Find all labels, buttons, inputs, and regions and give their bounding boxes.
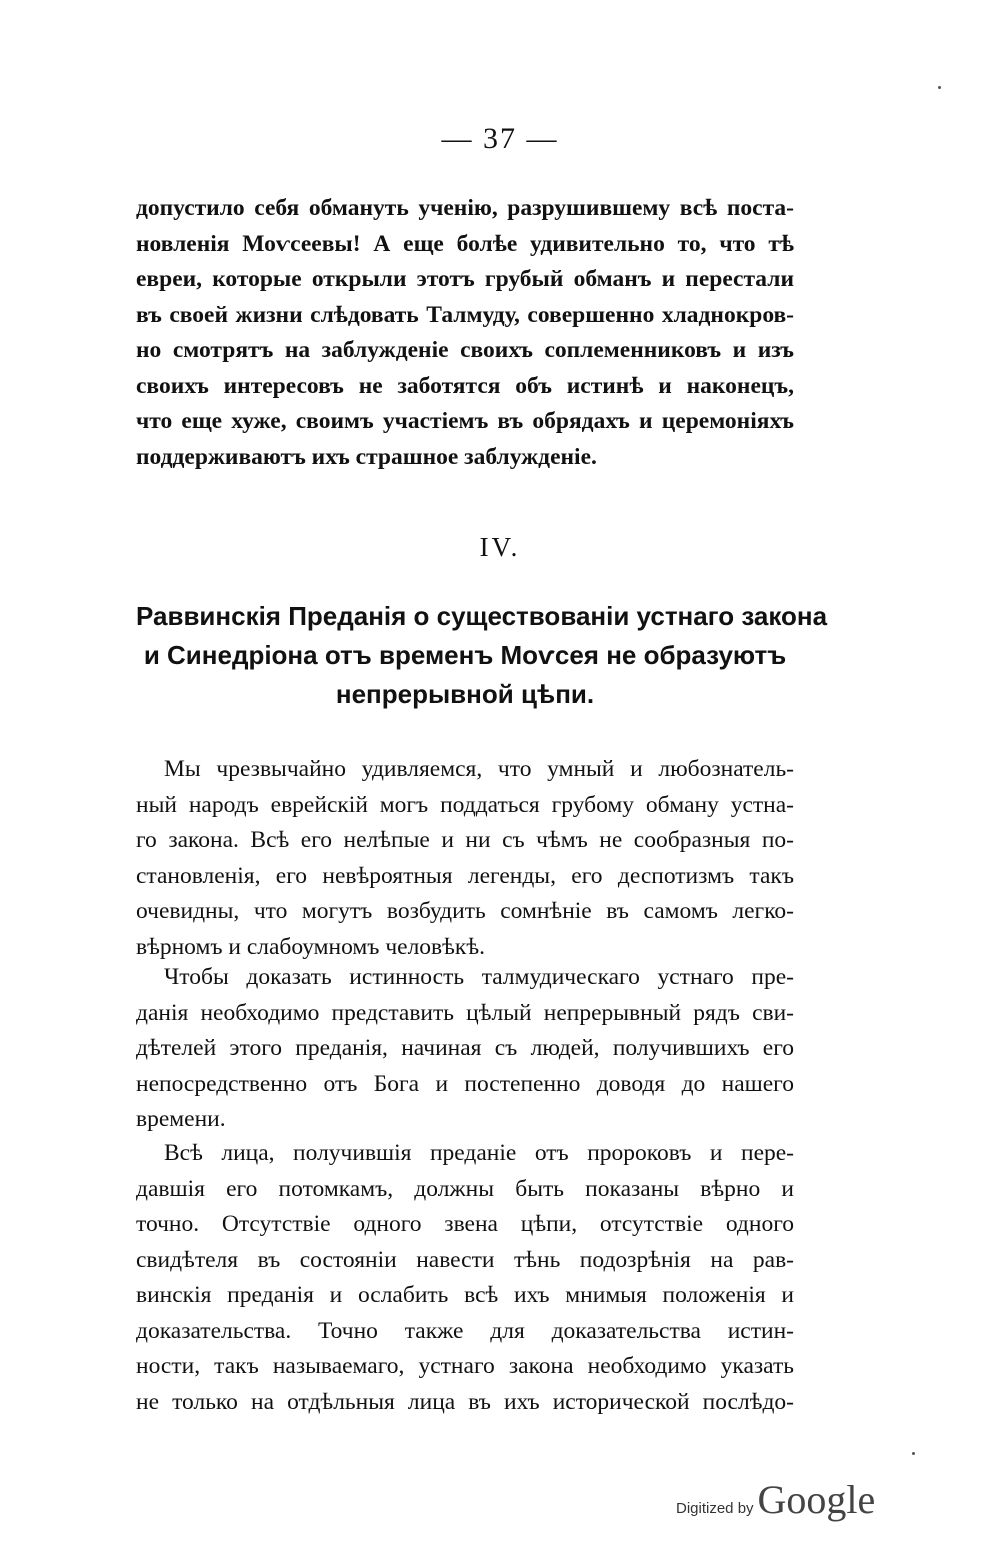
text-line: новленія Моѵсеевы! А еще болѣе удивительно то, что тѣ	[136, 230, 794, 257]
text-line: непосредственно отъ Бога и постепенно доводя до нашего	[136, 1070, 794, 1097]
text-line: что еще хуже, своимъ участіемъ въ обрядахъ и церемоніяхъ	[136, 408, 794, 434]
google-logo: Google	[757, 1477, 876, 1522]
text-line: евреи, которые открыли этотъ грубый обманъ и перестали	[136, 266, 794, 292]
section-title-line: непрерывной цѣпи.	[335, 679, 595, 709]
text-line: но смотрятъ на заблужденіе своихъ соплеменниковъ и изъ	[136, 337, 794, 363]
scan-speck	[938, 86, 941, 89]
text-line: очевидны, что могутъ возбудить сомнѣніе въ самомъ легко-	[136, 898, 794, 924]
text-line: становленія, его невѣроятныя легенды, его деспотизмъ такъ	[136, 862, 794, 889]
text-line: доказательства. Точно также для доказательства истин-	[136, 1317, 794, 1344]
text-line: Мы чрезвычайно удивляемся, что умный и любознатель-	[164, 756, 794, 782]
text-line: времени.	[136, 1106, 226, 1132]
text-line: давшія его потомкамъ, должны быть показаны вѣрно и	[136, 1175, 794, 1202]
text-line: не только на отдѣльныя лица въ ихъ исторической послѣдо-	[136, 1388, 794, 1415]
text-line: го закона. Всѣ его нелѣпые и ни съ чѣмъ не сообразныя по-	[136, 827, 794, 853]
intro-paragraph	[136, 191, 794, 475]
section-title	[136, 597, 828, 714]
text-line: Чтобы доказать истинность талмудическаго устнаго пре-	[164, 964, 794, 990]
text-line: поддерживаютъ ихъ страшное заблужденіе.	[136, 443, 597, 470]
text-line: допустило себя обмануть ученію, разрушившему всѣ поста-	[136, 195, 794, 221]
section-number: IV.	[479, 532, 521, 562]
text-line: Всѣ лица, получившія преданіе отъ пророковъ и пере-	[164, 1140, 794, 1166]
text-line: точно. Отсутствіе одного звена цѣпи, отсутствіе одного	[136, 1211, 794, 1237]
text-line: въ своей жизни слѣдовать Талмуду, совершенно хладнокров-	[136, 301, 794, 328]
text-line: данія необходимо представить цѣлый непрерывный рядъ сви-	[136, 999, 794, 1026]
text-line: свидѣтеля въ состояніи навести тѣнь подозрѣнія на рав-	[136, 1246, 794, 1273]
body-paragraph	[136, 752, 794, 965]
text-line: дѣтелей этого преданія, начиная съ людей, получившихъ его	[136, 1035, 794, 1061]
watermark-prefix: Digitized by	[676, 1500, 754, 1517]
section-title-line: и Синедріона отъ временъ Моѵсея не образуютъ	[143, 640, 787, 670]
body-paragraph	[136, 1136, 794, 1420]
text-line: своихъ интересовъ не заботятся объ истинѣ и наконецъ,	[136, 372, 794, 399]
body-paragraph	[136, 960, 794, 1138]
text-line: ности, такъ называемаго, устнаго закона необходимо указать	[136, 1353, 794, 1379]
text-line: вѣрномъ и слабоумномъ человѣкѣ.	[136, 933, 485, 960]
page-number: — 37 —	[441, 122, 559, 155]
text-line: винскія преданія и ослабить всѣ ихъ мнимыя положенія и	[136, 1282, 794, 1308]
text-line: ный народъ еврейскій могъ поддаться грубому обману устна-	[136, 791, 794, 818]
section-title-line: Раввинскія Преданія о существованіи устнаго закона	[136, 601, 828, 631]
scan-speck	[912, 1452, 915, 1455]
digitized-by-google-watermark	[676, 1476, 875, 1523]
